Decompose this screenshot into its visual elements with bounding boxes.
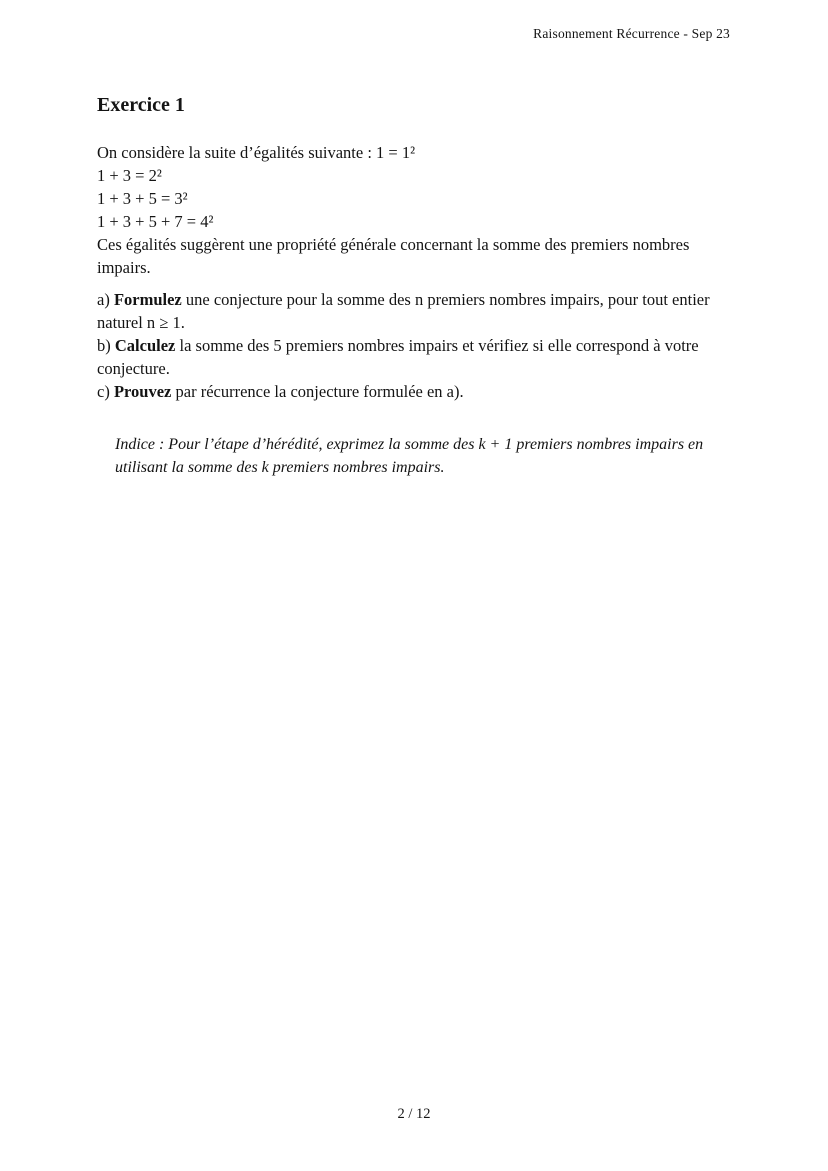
exercise-title: Exercice 1 (97, 94, 185, 116)
question-c-text: par récurrence la conjecture formulée en a). (171, 382, 464, 401)
page-number: 2 / 12 (397, 1106, 431, 1122)
question-c-prefix: c) (97, 382, 114, 401)
page-content (97, 94, 733, 479)
question-a-text: une conjecture pour la somme des n premiers nombres impairs, pour tout entier naturel n ≥ 1. (97, 290, 710, 332)
question-b-prefix: b) (97, 336, 115, 355)
question-c (97, 380, 733, 403)
intro-paragraph (97, 141, 733, 279)
question-b-text: la somme des 5 premiers nombres impairs et vérifiez si elle correspond à votre conjecture. (97, 336, 699, 378)
intro-line: On considère la suite d’égalités suivante : 1 = 1² (97, 143, 416, 162)
header-text: Raisonnement Récurrence - Sep 23 (533, 26, 730, 41)
question-a-prefix: a) (97, 290, 114, 309)
page-header (533, 26, 730, 42)
question-b (97, 334, 733, 380)
page-footer (0, 1106, 828, 1123)
question-a-verb: Formulez (113, 290, 182, 309)
conclusion-line: Ces égalités suggèrent une propriété générale concernant la somme des premiers nombres impairs. (97, 235, 690, 277)
question-b-verb: Calculez (114, 336, 176, 355)
question-c-verb: Prouvez (113, 382, 172, 401)
hint-text: Indice : Pour l’étape d’hérédité, exprimez la somme des k + 1 premiers nombres impairs en utilisant la somme des k premiers nombres impairs. (115, 436, 704, 476)
question-a (97, 288, 733, 334)
equality-line-2: 1 + 3 + 5 = 3² (97, 189, 188, 208)
equality-line-1: 1 + 3 = 2² (97, 166, 162, 185)
equality-line-3: 1 + 3 + 5 + 7 = 4² (97, 212, 214, 231)
questions-block (97, 288, 733, 403)
